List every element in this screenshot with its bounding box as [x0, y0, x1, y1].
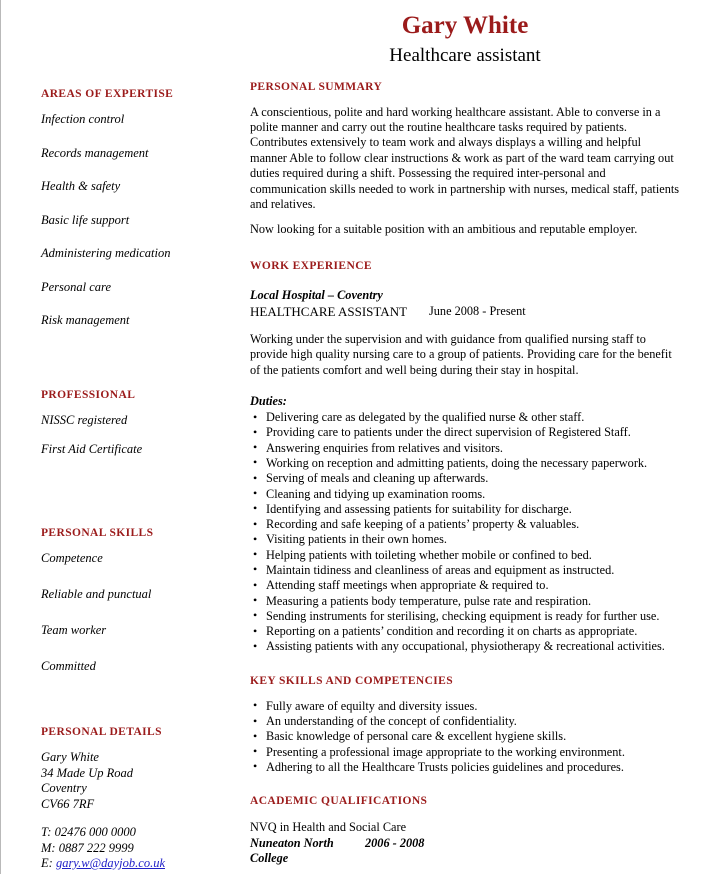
duties-list: [250, 410, 680, 655]
list-item: • Helping patients with toileting whether mobile or confined to bed.: [250, 548, 680, 563]
list-item: • Recording and safe keeping of a patients’ property & valuables.: [250, 517, 680, 532]
sidebar-section-personal-details: [41, 726, 226, 872]
list-item: • Attending staff meetings when appropriate & required to.: [250, 578, 680, 593]
sidebar-item-professional: NISSC registered: [41, 413, 128, 427]
key-skills-list: [250, 699, 680, 775]
heading-personal-summary: PERSONAL SUMMARY: [250, 80, 383, 93]
email-link[interactable]: gary.w@dayjob.co.uk: [55, 856, 165, 870]
heading-key-skills: KEY SKILLS AND COMPETENCIES: [250, 674, 454, 687]
email-line: [41, 856, 226, 872]
address-line: Coventry: [41, 781, 87, 795]
sidebar-item-expertise: Basic life support: [41, 212, 130, 227]
sidebar-section-personal-skills: [41, 527, 226, 674]
sidebar: [41, 88, 226, 872]
duties-label: Duties:: [250, 394, 287, 409]
list-item: • Presenting a professional image appropriate to the working environment.: [250, 745, 680, 760]
sidebar-item-expertise: Infection control: [41, 112, 125, 126]
page-title: Gary White: [401, 12, 529, 39]
list-item: • Maintain tidiness and cleanliness of areas and equipment as instructed.: [250, 563, 680, 578]
list-item: • Providing care to patients under the direct supervision of Registered Staff.: [250, 425, 680, 440]
sidebar-item-expertise: Health & safety: [41, 179, 121, 193]
phone-line: [41, 825, 226, 841]
sidebar-item-professional: First Aid Certificate: [41, 442, 143, 456]
contact-block: [41, 825, 226, 872]
sidebar-item-expertise: Administering medication: [41, 246, 171, 260]
school-row: [250, 836, 680, 866]
job-description: Working under the supervision and with guidance from qualified nursing staff to provide high quality nursing care to a group of patients. Providing care for the benefit of the patients comfort and well being during their stay in hospital.: [250, 331, 672, 377]
list-item: • An understanding of the concept of confidentiality.: [250, 714, 680, 729]
job-role-subtitle: Healthcare assistant: [389, 44, 541, 66]
sidebar-section-areas-of-expertise: [41, 88, 226, 328]
mobile-line: [41, 841, 226, 857]
list-item: • Serving of meals and cleaning up afterwards.: [250, 471, 680, 486]
job-title: HEALTHCARE ASSISTANT: [250, 303, 408, 319]
sidebar-heading-personal-details: PERSONAL DETAILS: [41, 726, 162, 738]
list-item: • Fully aware of equilty and diversity issues.: [250, 699, 680, 714]
job-dates: June 2008 - Present: [429, 303, 526, 318]
list-item: • Adhering to all the Healthcare Trusts policies guidelines and procedures.: [250, 760, 680, 775]
sidebar-item-skill: Reliable and punctual: [41, 587, 152, 601]
list-item: • Delivering care as delegated by the qualified nurse & other staff.: [250, 410, 680, 425]
address-line: CV66 7RF: [41, 796, 95, 811]
heading-academic-qualifications: ACADEMIC QUALIFICATIONS: [250, 795, 428, 808]
list-item: • Visiting patients in their own homes.: [250, 532, 680, 547]
list-item: • Sending instruments for sterilising, checking equipment is ready for further use.: [250, 609, 680, 624]
mobile-label: M:: [41, 840, 56, 855]
sidebar-heading-areas-of-expertise: AREAS OF EXPERTISE: [41, 88, 174, 100]
school-dates: 2006 - 2008: [365, 836, 425, 851]
list-item: • Measuring a patients body temperature, pulse rate and respiration.: [250, 594, 680, 609]
main-content: [250, 12, 680, 866]
address-block: [41, 750, 226, 812]
heading-work-experience: WORK EXPERIENCE: [250, 259, 372, 272]
sidebar-item-skill: Committed: [41, 659, 96, 673]
sidebar-item-skill: Team worker: [41, 623, 107, 637]
list-item: • Answering enquiries from relatives and visitors.: [250, 441, 680, 456]
sidebar-item-skill: Competence: [41, 551, 103, 565]
list-item: • Identifying and assessing patients for suitability for discharge.: [250, 502, 680, 517]
degree-name: NVQ in Health and Social Care: [250, 820, 407, 835]
address-line: Gary White: [41, 750, 99, 764]
list-item: • Assisting patients with any occupational, physiotherapy & recreational activities.: [250, 639, 680, 654]
phone-label: T:: [41, 825, 52, 839]
address-line: 34 Made Up Road: [41, 765, 133, 780]
email-label: E:: [41, 856, 53, 870]
sidebar-heading-professional: PROFESSIONAL: [41, 389, 136, 401]
list-item: • Working on reception and admitting patients, doing the necessary paperwork.: [250, 456, 680, 471]
employer-name: Local Hospital – Coventry: [250, 287, 383, 302]
school-name: Nuneaton North College: [250, 836, 334, 866]
personal-summary-paragraph-1: A conscientious, polite and hard working healthcare assistant. Able to converse in a polite manner and carry out the routine healthcare tasks required by patients. Contributes extensively to team work and always displays a willing and helpful manner Able to follow clear instructions & work as part of the ward team carrying out duties required during a shift. Possessing the required inter-personal and communication skills needed to work in partnership with nurses, medical staff, patients and relatives.: [250, 104, 680, 211]
list-item: • Cleaning and tidying up examination rooms.: [250, 487, 680, 502]
job-title-row: [250, 304, 680, 320]
sidebar-heading-personal-skills: PERSONAL SKILLS: [41, 527, 154, 539]
phone-value: 02476 000 0000: [54, 825, 136, 839]
personal-summary-paragraph-2: Now looking for a suitable position with an ambitious and reputable employer.: [250, 222, 638, 237]
list-item: • Basic knowledge of personal care & excellent hygiene skills.: [250, 729, 680, 744]
sidebar-item-expertise: Personal care: [41, 279, 112, 294]
sidebar-item-expertise: Risk management: [41, 313, 130, 327]
list-item: • Reporting on a patients’ condition and recording it on charts as appropriate.: [250, 624, 680, 639]
sidebar-item-expertise: Records management: [41, 145, 149, 160]
sidebar-section-professional: [41, 389, 226, 457]
mobile-value: 0887 222 9999: [58, 840, 134, 855]
